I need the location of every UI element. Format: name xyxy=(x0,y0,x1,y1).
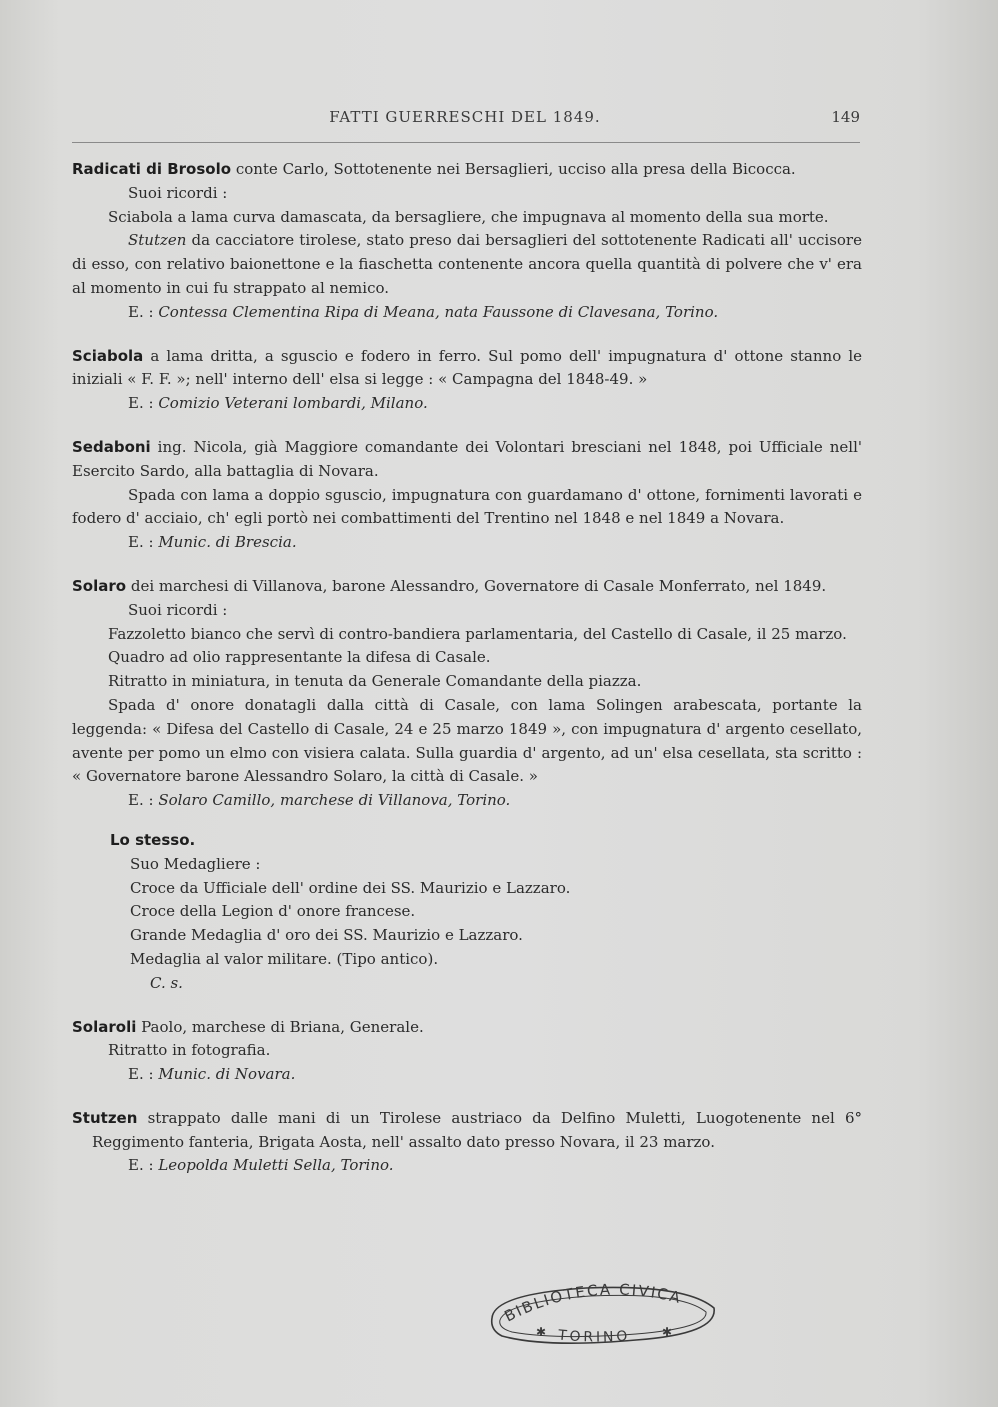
entry-line: Spada con lama a doppio sguscio, impugnatura con guardamano d' ottone, fornimenti lavorati e fodero d' acciaio, ch' egli portò nei combattimenti del Trentino nel 1848 e nel 1849 a Novara. xyxy=(72,485,862,528)
entry-heading: Radicati di Brosolo xyxy=(72,160,232,178)
entry-line: Suoi ricordi : xyxy=(128,600,228,619)
entry-radicati xyxy=(72,158,862,325)
entry-line: Fazzoletto bianco che servì di contro-bandiera parlamentaria, del Castello di Casale, il 25 marzo. xyxy=(108,624,847,643)
entry-line: Stutzen da cacciatore tirolese, stato preso dai bersaglieri del sottotenente Radicati all' uccisore di esso, con relativo baionettone e la fiaschetta contenente ancora quella quantità di polvere che v' era al momento in cui fu strappato al nemico. xyxy=(72,231,862,297)
entry-stutzen xyxy=(72,1107,862,1178)
exhibitor-line: E. : Leopolda Muletti Sella, Torino. xyxy=(128,1156,394,1175)
entry-text: Paolo, marchese di Briana, Generale. xyxy=(141,1017,424,1036)
entry-solaro xyxy=(72,575,862,813)
library-stamp xyxy=(486,1278,720,1350)
stutzen-term: Stutzen xyxy=(128,231,187,250)
entry-line: Medaglia al valor militare. (Tipo antico). xyxy=(130,949,439,968)
stamp-text-top: BIBLIOTECA CIVICA xyxy=(501,1280,684,1326)
entry-line: Spada d' onore donatagli dalla città di Casale, con lama Solingen arabescata, portante la leggenda: « Difesa del Castello di Casale, 24 e 25 marzo 1849 », con impugnatura d' argento cesellato, avente per pomo un elmo con visiera calata. Sulla guardia d' argento, ad un' elsa cesellata, sta scritto : « Governatore barone Alessandro Solaro, la città di Casale. » xyxy=(72,695,862,786)
exhibitor-name: Munic. di Brescia. xyxy=(158,533,297,552)
entry-text: dei marchesi di Villanova, barone Alessandro, Governatore di Casale Monferrato, nel 1849. xyxy=(130,576,827,595)
exhibitor-name: Comizio Veterani lombardi, Milano. xyxy=(158,394,428,413)
entry-line: Croce della Legion d' onore francese. xyxy=(130,902,416,921)
exhibitor-line: E. : Solaro Camillo, marchese di Villanova, Torino. xyxy=(128,791,511,810)
star-icon: ✱ xyxy=(662,1325,673,1339)
entry-line: Grande Medaglia d' oro dei SS. Maurizio e Lazzaro. xyxy=(130,926,523,945)
entry-text: conte Carlo, Sottotenente nei Bersaglieri, ucciso alla presa della Bicocca. xyxy=(235,160,796,178)
header-rule xyxy=(72,142,860,143)
entry-line: Sciabola a lama curva damascata, da bersagliere, che impugnava al momento della sua morte. xyxy=(108,207,829,226)
entry-text: ing. Nicola, già Maggiore comandante dei Volontari bresciani nel 1848, poi Ufficiale nell' Esercito Sardo, alla battaglia di Novara. xyxy=(72,437,862,480)
entry-solaroli xyxy=(72,1016,862,1087)
page-body xyxy=(72,158,862,1198)
exhibitor-line: E. : Comizio Veterani lombardi, Milano. xyxy=(128,394,428,413)
entry-heading: Stutzen xyxy=(72,1108,138,1127)
star-icon: ✱ xyxy=(536,1325,547,1339)
running-title: FATTI GUERRESCHI DEL 1849. xyxy=(329,108,601,126)
entry-text: a lama dritta, a sguscio e fodero in ferro. Sul pomo dell' impugnatura d' ottone stanno le iniziali « F. F. »; nell' interno dell' elsa si legge : « Campagna del 1848-49. » xyxy=(72,346,862,389)
entry-text: strappato dalle mani di un Tirolese austriaco da Delfino Muletti, Luogotenente nel 6° Reggimento fanteria, Brigata Aosta, nell' assalto dato presso Novara, il 23 marzo. xyxy=(92,1108,862,1151)
entry-line: Ritratto in miniatura, in tenuta da Generale Comandante della piazza. xyxy=(108,672,642,691)
entry-heading: Sciabola xyxy=(72,346,144,365)
exhibitor-name: C. s. xyxy=(150,973,183,992)
running-header xyxy=(70,108,860,132)
entry-sedaboni xyxy=(72,436,862,555)
entry-heading: Solaroli xyxy=(72,1017,137,1036)
entry-line: Suo Medagliere : xyxy=(130,854,261,873)
page-number: 149 xyxy=(831,108,860,126)
entry-heading: Lo stesso. xyxy=(110,830,196,849)
exhibitor-name: Leopolda Muletti Sella, Torino. xyxy=(158,1156,394,1175)
entry-line: Croce da Ufficiale dell' ordine dei SS. Maurizio e Lazzaro. xyxy=(130,878,571,897)
exhibitor-line: E. : Contessa Clementina Ripa di Meana, nata Faussone di Clavesana, Torino. xyxy=(128,302,719,321)
stamp-text-bottom: TORINO xyxy=(557,1327,631,1346)
entry-heading: Sedaboni xyxy=(72,437,151,456)
exhibitor-line: E. : Munic. di Novara. xyxy=(128,1065,296,1084)
exhibitor-name: Munic. di Novara. xyxy=(158,1065,296,1084)
entry-sciabola xyxy=(72,345,862,416)
exhibitor-line: E. : Munic. di Brescia. xyxy=(128,533,297,552)
exhibitor-name: Contessa Clementina Ripa di Meana, nata Faussone di Clavesana, Torino. xyxy=(158,302,719,321)
entry-heading: Solaro xyxy=(72,576,127,595)
exhibitor-name: Solaro Camillo, marchese di Villanova, Torino. xyxy=(158,791,511,810)
entry-line: Quadro ad olio rappresentante la difesa di Casale. xyxy=(108,648,491,667)
exhibitor-line xyxy=(110,972,862,996)
entry-line: Suoi ricordi : xyxy=(128,183,228,202)
entry-lo-stesso xyxy=(72,829,862,996)
entry-line: Ritratto in fotografia. xyxy=(108,1041,271,1060)
